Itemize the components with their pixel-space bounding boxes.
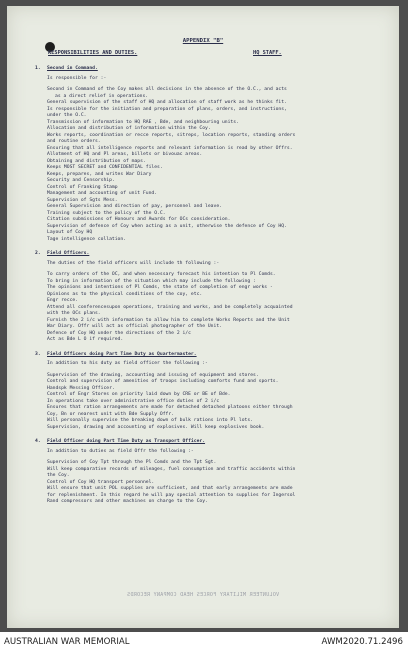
- section-number: 1.: [35, 66, 41, 71]
- section-intro: Is responsible for :-: [47, 75, 107, 81]
- duty-line: Opinions as to the physical conditions of the coy, etc.: [47, 291, 203, 297]
- duty-line: To carry orders of the OC, and when necessary forecast his intention to Pl Comds.: [47, 272, 276, 277]
- duty-line: with the OCs plans.: [47, 311, 101, 316]
- duty-line: Ensuring that all intelligence reports and relevant information is read by other Offrs.: [47, 145, 293, 151]
- duty-line: Allotment of HQ and Pl areas, billets or bivouac areas.: [47, 152, 203, 157]
- section-title: [35, 439, 391, 446]
- section: [35, 352, 391, 432]
- duty-line: Control of Coy HQ transport personnel.: [47, 479, 155, 485]
- duty-line: The opinions and intentions of Pl Comds, the state of completion of engr works -: [47, 285, 273, 290]
- duty-line: Handspk Messing Officer.: [47, 385, 115, 391]
- section-heading: Field Officer doing Part Time Duty as Transport Officer.: [47, 439, 206, 444]
- duty-line: for replenishment. In this regard he will pay special attention to supplies for Ingersol: [47, 492, 296, 498]
- responsibilities-heading: RESPONSIBILITIES AND DUTIES.: [48, 50, 138, 56]
- document-body: [35, 66, 391, 506]
- section-spacer: [35, 344, 391, 352]
- duty-line: Keeps, prepares, and writes War Diary: [47, 171, 152, 177]
- duty-line: In operations take over administrative office duties of 2 i/c: [47, 398, 220, 404]
- section-heading: Field Officers.: [47, 251, 90, 256]
- section-heading: Field Officers doing Part Time Duty as Quartermaster.: [47, 351, 197, 357]
- duty-line: Tage intelligence collation.: [47, 236, 127, 242]
- section: [35, 439, 391, 506]
- duty-line: Ensures that ration arrangements are made for detached detached platoons either through: [47, 405, 293, 410]
- duty-line: the Coy.: [47, 473, 70, 478]
- duty-line: Coy, Bn or nearest unit with Bde Supply Offr.: [47, 411, 174, 417]
- duty-line: Act as Bde L O if required.: [47, 337, 124, 342]
- section-number: 3.: [35, 351, 41, 357]
- duty-line: as a direct relief in operations.: [55, 93, 149, 99]
- section-number: 4.: [35, 439, 41, 444]
- duty-line: Control of Engr Stores on priority laid down by CRE or BE of Bde.: [47, 392, 231, 397]
- section-intro: In addition to duties as field Offr the following :-: [47, 448, 194, 454]
- appendix-heading: APPENDIX "B": [182, 38, 224, 44]
- duty-line: Defence of Coy HQ under the directions of the 2 i/c: [47, 330, 191, 336]
- duty-line: Supervision of the drawing, accounting and issuing of equipment and stores.: [47, 372, 259, 378]
- duty-line: Is responsible for the initiation and preparation of plans, orders, and instructions,: [47, 106, 287, 112]
- duty-line: Keeps MOST SECRET and CONFIDENTIAL files.: [47, 165, 163, 170]
- duty-line: Attend all conferencesupon operations, training and works, and be completely acquainted: [47, 304, 293, 310]
- duty-line: Will keep comparative records of mileages, fuel consumption and traffic accidents within: [47, 466, 296, 472]
- duty-line: To bring in information of the situation which may include the following :: [47, 278, 256, 284]
- duty-line: Security and Censorship.: [47, 178, 115, 183]
- duty-line: War Diary. Offr will act as official photographer of the Unit.: [47, 324, 222, 329]
- duty-line: Supervision of defence of Coy when acting as a unit, otherwise the defence of Coy HQ.: [47, 223, 287, 229]
- section: [35, 251, 391, 344]
- duty-line: Will ensure that unit POL supplies are sufficient, and that early arrangements are made: [47, 486, 293, 491]
- duty-line: and routine orders.: [47, 139, 101, 144]
- duty-line: Works reports, coordination or recce reports, sitreps, location reports, standing orders: [47, 132, 296, 138]
- duty-line: Citation submissions of Honours and Awards for OCs consideration.: [47, 217, 231, 222]
- duty-line: Will personally supervise the breaking down of bulk rations into Pl lots.: [47, 418, 254, 423]
- archive-reference: AWM2020.71.2496: [321, 637, 403, 647]
- section-title: [35, 251, 391, 258]
- duty-line: under the O.C.: [47, 113, 87, 118]
- section-number: 2.: [35, 251, 41, 256]
- duty-line: Obtaining and distribution of maps.: [47, 158, 146, 164]
- duty-line: Supervision, drawing and accounting of explosives. Will keep explosives book.: [47, 424, 265, 430]
- duty-line: Control and supervision of amenities of troops including comforts fund and sports.: [47, 379, 279, 384]
- duty-line: Allocation and distribution of information within the Coy.: [47, 126, 211, 131]
- duty-line: Control of Franking Stamp: [47, 184, 118, 190]
- duty-line: General supervision of the staff of HQ and allocation of staff work as he thinks fit.: [47, 100, 287, 105]
- archive-name: AUSTRALIAN WAR MEMORIAL: [4, 637, 130, 647]
- duty-line: Furnish the 2 i/c with information to allow him to complete Works Reports and the Unit: [47, 317, 290, 323]
- duty-line: Second in Command of the Coy makes all decisions in the absence of the O.C., and acts: [47, 87, 287, 92]
- section-spacer: [35, 431, 391, 439]
- duty-line: Transmission of information to HQ RAE , Bde, and neighbouring units.: [47, 119, 239, 125]
- section-title: [35, 352, 391, 359]
- section-spacer: [35, 243, 391, 251]
- duty-line: Training subject to the policy of the O.C.: [47, 210, 166, 216]
- duty-line: Engr recce.: [47, 298, 79, 303]
- hq-staff-heading: HQ STAFF.: [253, 50, 282, 56]
- duty-line: Supervision of Sgts Mess.: [47, 197, 118, 203]
- show-through-text: VOLUNTEER MILITARY FORCES HEAD COMPANY RECORDS: [126, 592, 280, 598]
- duty-line: Management and accounting of unit Fund.: [47, 191, 158, 196]
- duty-line: Rand compressors and other machines on charge to the Coy.: [47, 499, 208, 504]
- document-page: [7, 6, 399, 628]
- section-intro: In addition to his duty as field officer the following :-: [47, 361, 208, 366]
- archive-footer: [0, 632, 408, 653]
- section-heading: Second in Command.: [47, 66, 98, 71]
- duty-line: Layout of Coy HQ: [47, 230, 93, 235]
- section-title: [35, 66, 391, 73]
- duty-line: General Supervision and direction of pay, personnel and leave.: [47, 204, 222, 209]
- duty-line: Supervision of Coy Tpt through the Pl Comds and the Tpt Sgt.: [47, 460, 217, 465]
- section-intro: The duties of the field officers will include th following :-: [47, 260, 220, 266]
- section: [35, 66, 391, 243]
